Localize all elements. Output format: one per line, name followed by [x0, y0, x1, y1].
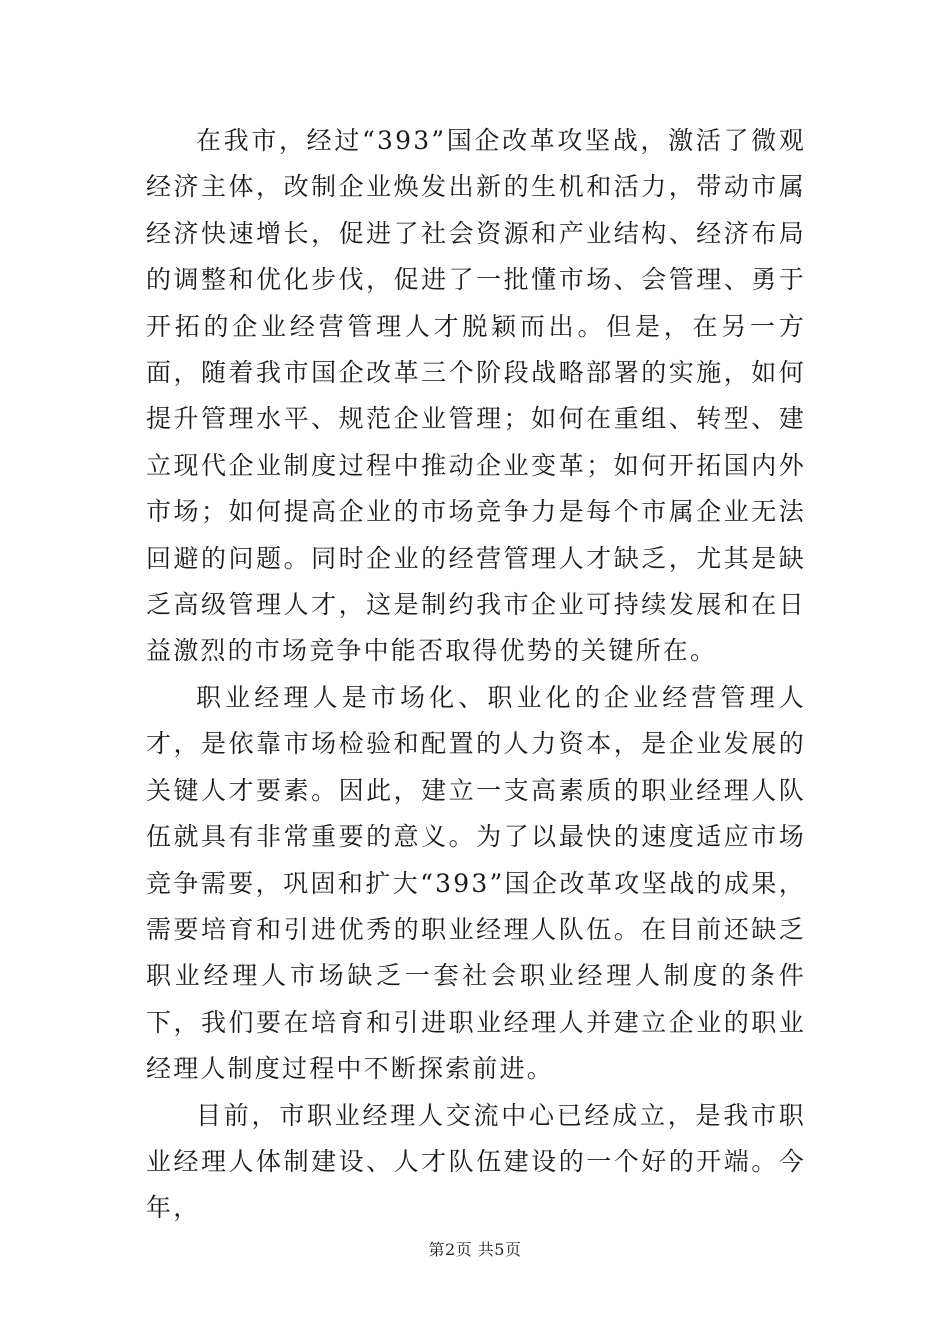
document-body — [146, 118, 806, 1232]
paragraph-1: 在我市，经过“393”国企改革攻坚战，激活了微观经济主体，改制企业焕发出新的生机和活力，带动市属经济快速增长，促进了社会资源和产业结构、经济布局的调整和优化步伐，促进了一批懂市场、会管理、勇于开拓的企业经营管理人才脱颖而出。但是，在另一方面，随着我市国企改革三个阶段战略部署的实施，如何提升管理水平、规范企业管理；如何在重组、转型、建立现代企业制度过程中推动企业变革；如何开拓国内外市场；如何提高企业的市场竞争力是每个市属企业无法回避的问题。同时企业的经营管理人才缺乏，尤其是缺乏高级管理人才，这是制约我市企业可持续发展和在日益激烈的市场竞争中能否取得优势的关键所在。 — [146, 126, 806, 666]
page-number-footer: 第2页 共5页 — [428, 1240, 522, 1259]
paragraph-3: 目前，市职业经理人交流中心已经成立，是我市职业经理人体制建设、人才队伍建设的一个好的开端。今年， — [146, 1100, 806, 1223]
paragraph-2: 职业经理人是市场化、职业化的企业经营管理人才，是依靠市场检验和配置的人力资本，是企业发展的关键人才要素。因此，建立一支高素质的职业经理人队伍就具有非常重要的意义。为了以最快的速度适应市场竞争需要，巩固和扩大“393”国企改革攻坚战的成果，需要培育和引进优秀的职业经理人队伍。在目前还缺乏职业经理人市场缺乏一套社会职业经理人制度的条件下，我们要在培育和引进职业经理人并建立企业的职业经理人制度过程中不断探索前进。 — [146, 682, 806, 1084]
